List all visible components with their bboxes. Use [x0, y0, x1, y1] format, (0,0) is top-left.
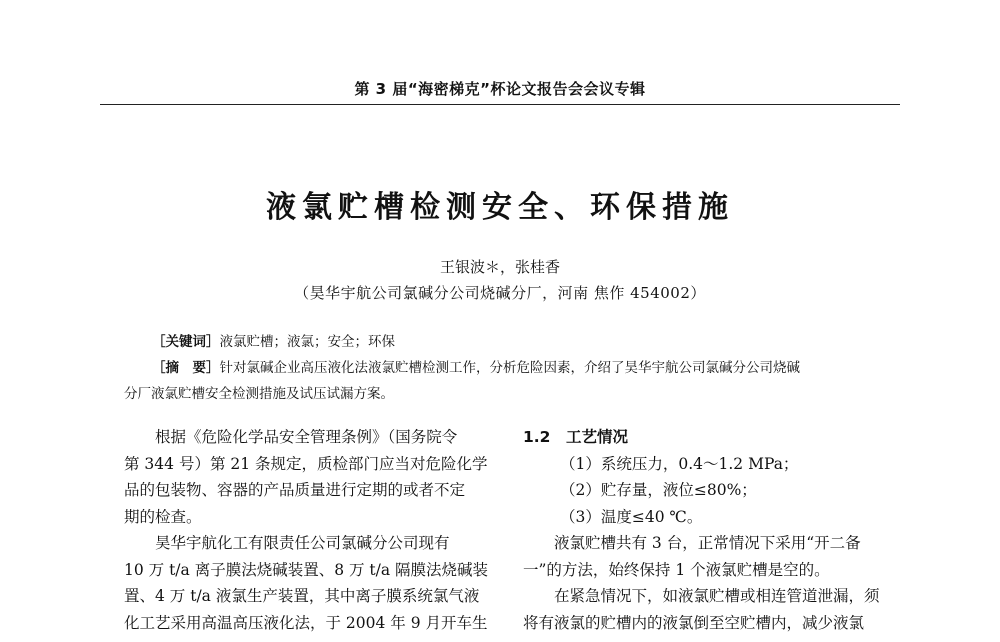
body-line: 置、4 万 t/a 液氯生产装置，其中离子膜系统氯气液 — [124, 587, 480, 605]
abstract-line — [152, 356, 800, 376]
article-authors: 王银波＊，张桂香 — [439, 258, 560, 276]
list-item: （2）贮存量，液位≤80%； — [560, 481, 757, 499]
article-affiliation: （昊华宇航公司氯碱分公司烧碱分厂，河南 焦作 454002） — [294, 284, 706, 302]
running-header: 第 3 届“海密梯克”杯论文报告会会议专辑 — [354, 80, 646, 98]
keywords-line — [152, 330, 395, 350]
body-line: 液氯贮槽共有 3 台，正常情况下采用“开二备 — [554, 534, 861, 552]
body-right-column — [523, 424, 923, 636]
body-line: 昊华宇航化工有限责任公司氯碱分公司现有 — [155, 534, 450, 552]
body-line: 第 344 号）第 21 条规定，质检部门应当对危险化学 — [124, 454, 488, 473]
abstract-label: ［摘 要］ — [152, 360, 220, 376]
body-line: 将有液氯的贮槽内的液氯倒至空贮槽内，减少液氯 — [523, 613, 865, 632]
list-item: （1）系统压力，0.4～1.2 MPa； — [560, 454, 799, 473]
article-title: 液氯贮槽检测安全、环保措施 — [266, 190, 734, 225]
body-line: 期的检查。 — [124, 507, 202, 526]
body-line: 一”的方法，始终保持 1 个液氯贮槽是空的。 — [523, 560, 830, 579]
body-left-column — [124, 424, 494, 636]
section-heading: 1.2 工艺情况 — [523, 428, 628, 446]
body-line: 化工艺采用高温高压液化法，于 2004 年 9 月开车生 — [124, 613, 488, 632]
body-line: 根据《危险化学品安全管理条例》（国务院令 — [155, 428, 458, 446]
abstract-text-line1: 针对氯碱企业高压液化法液氯贮槽检测工作，分析危险因素，介绍了昊华宇航公司氯碱分公司烧碱 — [219, 360, 800, 376]
abstract-text-line2: 分厂液氯贮槽安全检测措施及试压试漏方案。 — [124, 386, 394, 402]
keywords-label: ［关键词］ — [152, 334, 220, 350]
header-rule — [100, 104, 900, 105]
list-item: （3）温度≤40 ℃。 — [560, 507, 703, 526]
body-line: 10 万 t/a 离子膜法烧碱装置、8 万 t/a 隔膜法烧碱装 — [124, 560, 489, 579]
body-line: 品的包装物、容器的产品质量进行定期的或者不定 — [124, 481, 466, 499]
body-line: 在紧急情况下，如液氯贮槽或相连管道泄漏，须 — [554, 587, 880, 605]
keywords-text: 液氯贮槽；液氯；安全；环保 — [219, 334, 395, 350]
